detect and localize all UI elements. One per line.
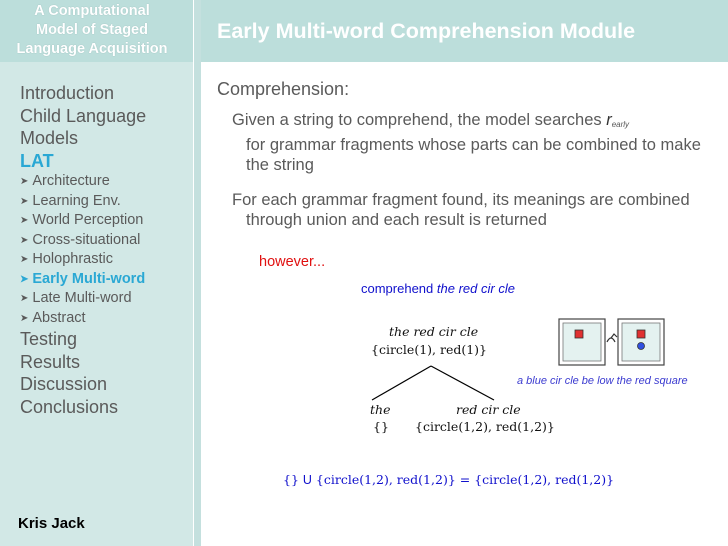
arrow-icon: ➤ — [20, 293, 29, 304]
tree-branch-left — [372, 366, 431, 400]
nav-item-cross-situational[interactable] — [20, 231, 146, 251]
arrow-icon: ➤ — [20, 273, 29, 285]
nav-item-label: Learning Env. — [32, 192, 121, 209]
arrow-icon: ➤ — [20, 234, 29, 246]
tree-root-meaning: {circle(1), red(1)} — [371, 342, 488, 357]
tree-left-text: the — [370, 402, 391, 417]
nav-item-label: Child Language — [20, 105, 147, 126]
nav-item-label: Conclusions — [20, 396, 119, 417]
nav-item-lat[interactable] — [20, 150, 146, 173]
nav-item-learning-env[interactable] — [20, 192, 146, 212]
presentation-title-line: Model of Staged — [36, 22, 148, 38]
arrow-icon: ➤ — [20, 176, 29, 187]
presentation-title-line: A Computational — [34, 3, 150, 19]
rule-subscript: early — [611, 120, 630, 129]
nav-item-late-multi-word[interactable] — [20, 289, 146, 309]
nav-item-abstract[interactable] — [20, 309, 146, 329]
nav-item-holophrastic[interactable] — [20, 250, 146, 270]
tree-left-meaning: {} — [373, 419, 389, 434]
bullet-search — [232, 110, 716, 175]
nav-item-label: Architecture — [32, 173, 110, 189]
tree-right-meaning: {circle(1,2), red(1,2)} — [415, 419, 555, 434]
nav-item-world-perception[interactable] — [20, 211, 146, 231]
scene-illustration — [558, 318, 668, 370]
nav-item-conclusions[interactable] — [20, 396, 146, 419]
tree-right-text: red cir cle — [456, 402, 521, 417]
nav-item-label: Early Multi-word — [32, 270, 146, 287]
nav-item-early-multi-word[interactable] — [20, 270, 146, 290]
comprehend-label: comprehend — [361, 281, 434, 296]
equation-right: {circle(1,2), red(1,2)} = {circle(1,2), red(1,2)} — [315, 472, 615, 487]
however-note: however... — [259, 254, 326, 270]
nav-item-introduction[interactable] — [20, 82, 146, 105]
nav-item-label: Discussion — [20, 374, 108, 394]
nav-item-label: Results — [20, 351, 81, 372]
nav-item-label: LAT — [20, 150, 54, 171]
scene-caption: a blue cir cle be low the red square — [517, 375, 688, 387]
nav-item-testing[interactable] — [20, 328, 146, 351]
nav-item-label: Abstract — [32, 309, 86, 326]
author-name: Kris Jack — [18, 515, 85, 532]
transition-arrow-icon — [607, 334, 617, 342]
nav-item-label: World Perception — [32, 212, 144, 228]
nav-item-results[interactable] — [20, 351, 146, 374]
nav-item-label: Holophrastic — [32, 251, 113, 267]
union-symbol: U — [302, 473, 312, 487]
slide-title: Early Multi-word Comprehension Module — [217, 19, 636, 43]
tree-root-text: the red cir cle — [389, 324, 479, 339]
bullet-union: For each grammar fragment found, its meanings are combined through union and each result is returned — [232, 191, 690, 229]
presentation-title-line: Language Acquisition — [16, 41, 168, 57]
presentation-title — [0, 2, 184, 59]
tree-branch-right — [431, 366, 494, 400]
union-equation — [283, 472, 614, 487]
nav-item-label: Testing — [20, 329, 78, 349]
divider — [194, 0, 201, 546]
nav-item-label: Cross-situational — [32, 231, 141, 248]
nav-item-architecture[interactable] — [20, 172, 146, 192]
parse-tree-branches — [366, 364, 516, 404]
sidebar-nav — [20, 82, 146, 418]
arrow-icon: ➤ — [20, 195, 29, 207]
section-heading: Comprehension: — [217, 79, 350, 99]
blue-circle — [638, 343, 645, 350]
scene-background — [622, 323, 660, 361]
nav-item-child-language[interactable] — [20, 105, 146, 128]
arrow-icon: ➤ — [20, 312, 29, 324]
nav-item-label: Models — [20, 128, 79, 148]
nav-item-discussion[interactable] — [20, 373, 146, 396]
scene-background — [563, 323, 601, 361]
nav-item-models[interactable] — [20, 127, 146, 150]
red-square — [637, 330, 645, 338]
bullet-text: Given a string to comprehend, the model searches — [232, 111, 607, 129]
equation-left: {} — [283, 472, 299, 487]
nav-item-label: Late Multi-word — [32, 290, 132, 306]
arrow-icon: ➤ — [20, 254, 29, 265]
bullet-text: for grammar fragments whose parts can be combined to make the string — [246, 136, 701, 174]
red-square — [575, 330, 583, 338]
rule-symbol: r — [606, 111, 612, 129]
comprehend-string: the red cir cle — [436, 281, 515, 296]
arrow-icon: ➤ — [20, 215, 29, 226]
nav-item-label: Introduction — [20, 83, 115, 103]
slide-content — [201, 0, 728, 546]
comprehend-example — [361, 281, 515, 296]
